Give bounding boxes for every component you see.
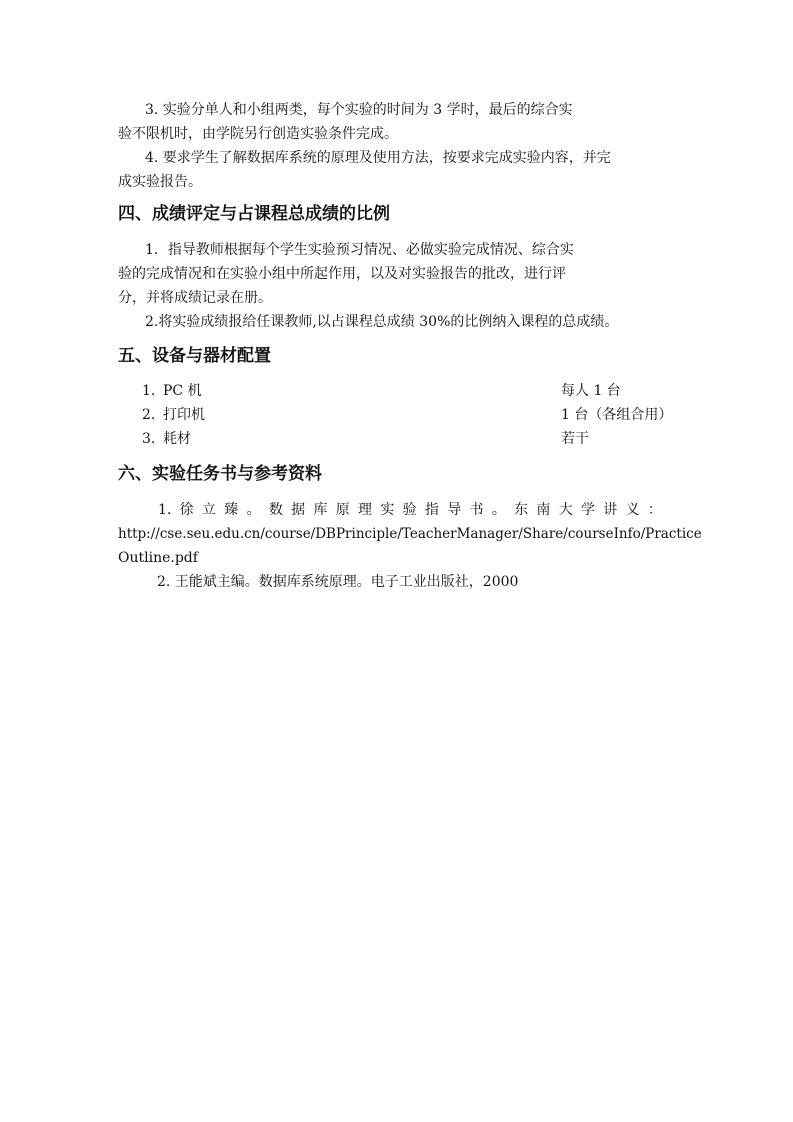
ref-char: 实: [380, 502, 395, 518]
section-6-heading: 六、实验任务书与参考资料: [118, 464, 322, 484]
section-5-heading: 五、设备与器材配置: [118, 346, 271, 366]
ref-char: 徐: [179, 502, 194, 518]
grading-item-1-line1: 1．指导教师根据每个学生实验预习情况、必做实验完成情况、综合实: [145, 242, 574, 258]
grading-item-1: [118, 238, 678, 310]
ref-char: 南: [536, 502, 551, 518]
ref-char: 。: [246, 502, 261, 518]
ref-char: 讲: [603, 502, 618, 518]
requirement-item-4-line1: 4. 要求学生了解数据库系统的原理及使用方法，按要求完成实验内容，并完: [145, 150, 611, 166]
requirement-item-3-line2: 验不限机时，由学院另行创造实验条件完成。: [118, 126, 398, 142]
equipment-name: PC 机: [163, 383, 202, 399]
equipment-quantity: 1 台（各组合用）: [561, 407, 673, 423]
ref-char: 导: [447, 502, 462, 518]
requirement-item-4: [118, 146, 678, 194]
equipment-name: 打印机: [163, 407, 205, 423]
ref-char: 东: [514, 502, 529, 518]
ref-char: 。: [491, 502, 506, 518]
ref-char: 库: [313, 502, 328, 518]
equipment-number: 2.: [142, 407, 156, 423]
equipment-name: 耗材: [163, 431, 191, 447]
grading-item-2-line1: 2.将实验成绩报给任课教师,以占课程总成绩 30%的比例纳入课程的总成绩。: [145, 314, 619, 330]
reference-2: 2. 王能斌主编。数据库系统原理。电子工业出版社，2000: [157, 574, 519, 590]
equipment-quantity: 每人 1 台: [561, 383, 621, 399]
requirement-item-4-line2: 成实验报告。: [118, 174, 202, 190]
grading-item-2: [118, 310, 678, 334]
equipment-row: [118, 379, 688, 403]
requirement-item-3: [118, 98, 678, 146]
grading-item-1-line2: 验的完成情况和在实验小组中所起作用，以及对实验报告的批改，进行评: [118, 266, 566, 282]
ref-char: 验: [402, 502, 417, 518]
reference-1-title-line: [158, 498, 662, 522]
ref-char: 立: [201, 502, 216, 518]
grading-item-1-line3: 分，并将成绩记录在册。: [118, 290, 272, 306]
equipment-quantity: 若干: [561, 431, 589, 447]
reference-1-url: http://cse.seu.edu.cn/course/DBPrinciple/TeacherManager/Share/courseInfo/Practice: [118, 526, 702, 542]
equipment-row: [118, 403, 688, 427]
reference-1-url-continued: Outline.pdf: [118, 550, 198, 566]
equipment-number: 1.: [142, 383, 156, 399]
section-4-heading: 四、成绩评定与占课程总成绩的比例: [118, 204, 390, 224]
ref-char: 学: [581, 502, 595, 518]
ref-char: 原: [335, 502, 350, 518]
ref-char: 大: [558, 502, 573, 518]
equipment-number: 3.: [142, 431, 156, 447]
ref-char: 1.: [158, 502, 172, 518]
ref-char: 书: [469, 502, 484, 518]
requirement-item-3-line1: 3. 实验分单人和小组两类，每个实验的时间为 3 学时，最后的综合实: [145, 102, 573, 118]
ref-char: 义: [625, 502, 640, 518]
ref-char: 指: [424, 502, 439, 518]
ref-char: 据: [291, 502, 306, 518]
ref-char: 臻: [224, 502, 239, 518]
equipment-row: [118, 427, 688, 451]
ref-char: 数: [268, 502, 283, 518]
ref-char: ：: [647, 502, 662, 518]
ref-char: 理: [358, 502, 373, 518]
